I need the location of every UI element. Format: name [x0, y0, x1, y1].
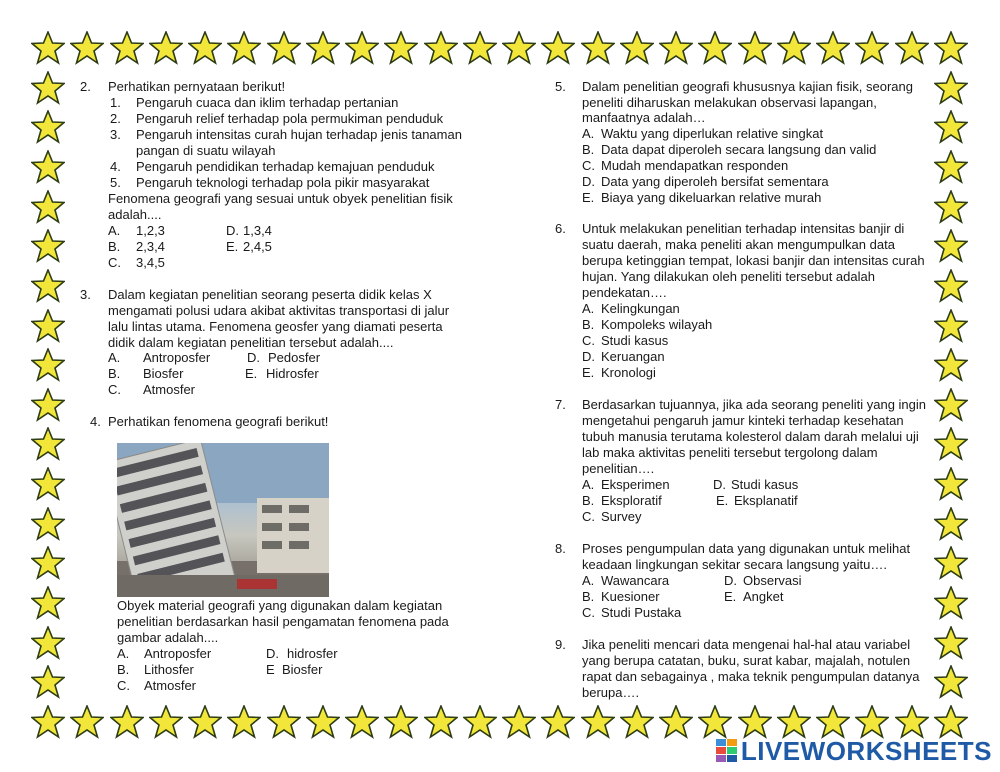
question-line: penelitian….: [582, 461, 655, 476]
question-line: yang berupa catatan, buku, surat kabar, majalah, notulen: [582, 653, 911, 668]
star-icon: [31, 150, 65, 184]
star-icon: [934, 507, 968, 541]
question-line: Untuk melakukan penelitian terhadap intensitas banjir di: [582, 221, 905, 236]
star-icon: [698, 31, 732, 65]
star-icon: [306, 31, 340, 65]
option-text: Studi Pustaka: [601, 605, 682, 620]
option-letter: B.: [117, 662, 130, 677]
option-letter: E.: [716, 493, 729, 508]
option-letter: D.: [266, 646, 279, 661]
star-icon: [306, 705, 340, 739]
option-letter: B.: [582, 317, 595, 332]
option-letter: E.: [226, 239, 239, 254]
option-text: Mudah mendapatkan responden: [601, 158, 789, 173]
question-number: 2.: [80, 79, 91, 94]
question-line: Berdasarkan tujuannya, jika ada seorang peneliti yang ingin: [582, 397, 927, 412]
star-icon: [698, 705, 732, 739]
option-letter: C.: [108, 255, 121, 270]
question-line: lalu lintas utama. Fenomena geosfer yang diamati peserta: [108, 319, 443, 334]
option-text: Data yang diperoleh bersifat sementara: [601, 174, 829, 189]
option-text: Kelingkungan: [601, 301, 680, 316]
question-line: mengamati polusi udara akibat aktivitas transportasi di jalur: [108, 303, 450, 318]
option-letter: D.: [713, 477, 726, 492]
star-icon: [31, 546, 65, 580]
option-text: Eksplanatif: [734, 493, 798, 508]
statement-text: Pengaruh teknologi terhadap pola pikir masyarakat: [136, 175, 430, 190]
question-stem: Perhatikan fenomena geografi berikut!: [108, 414, 329, 429]
star-icon: [934, 190, 968, 224]
star-icon: [31, 427, 65, 461]
option-text: 2,3,4: [136, 239, 165, 254]
option-text: Angket: [743, 589, 784, 604]
question-line: Dalam kegiatan penelitian seorang peserta didik kelas X: [108, 287, 432, 302]
option-letter: E.: [582, 365, 595, 380]
star-icon: [777, 31, 811, 65]
star-icon: [934, 110, 968, 144]
option-letter: A.: [582, 573, 595, 588]
option-text: Kuesioner: [601, 589, 660, 604]
option-letter: C.: [582, 333, 595, 348]
option-letter: B.: [582, 589, 595, 604]
star-icon: [816, 31, 850, 65]
star-icon: [31, 190, 65, 224]
star-icon: [31, 467, 65, 501]
star-icon: [267, 705, 301, 739]
question-number: 7.: [555, 397, 566, 412]
option-letter: C.: [117, 678, 130, 693]
star-icon: [31, 507, 65, 541]
star-icon: [934, 309, 968, 343]
star-icon: [31, 626, 65, 660]
option-letter: C.: [108, 382, 121, 397]
star-icon: [581, 31, 615, 65]
star-icon: [855, 705, 889, 739]
option-text: Keruangan: [601, 349, 665, 364]
star-icon: [934, 150, 968, 184]
star-icon: [149, 705, 183, 739]
question-line: manfaatnya adalah…: [582, 110, 706, 125]
question-number: 5.: [555, 79, 566, 94]
star-icon: [384, 31, 418, 65]
star-icon: [31, 586, 65, 620]
option-text: Lithosfer: [144, 662, 194, 677]
option-text: Pedosfer: [268, 350, 321, 365]
star-icon: [541, 31, 575, 65]
star-icon: [934, 31, 968, 65]
star-icon: [895, 705, 929, 739]
star-icon: [31, 309, 65, 343]
star-icon: [934, 467, 968, 501]
star-icon: [934, 665, 968, 699]
option-text: Antroposfer: [144, 646, 212, 661]
option-text: Survey: [601, 509, 642, 524]
option-text: Studi kasus: [731, 477, 799, 492]
star-icon: [816, 705, 850, 739]
tilted-building-photo: [117, 443, 329, 597]
option-text: Eksploratif: [601, 493, 662, 508]
question-line: suatu daerah, maka peneliti akan mengumpulkan data: [582, 237, 895, 252]
star-icon: [31, 665, 65, 699]
option-letter: A.: [582, 301, 595, 316]
star-icon: [738, 31, 772, 65]
star-icon: [31, 110, 65, 144]
star-icon: [149, 31, 183, 65]
option-text: Eksperimen: [601, 477, 670, 492]
statement-number: 3.: [110, 127, 121, 142]
star-icon: [541, 705, 575, 739]
star-icon: [659, 31, 693, 65]
question-line: Dalam penelitian geografi khususnya kajian fisik, seorang: [582, 79, 913, 94]
question-line: lab maka aktivitas peneliti tersebut tergolong dalam: [582, 445, 878, 460]
question-line: keadaan lingkungan sekitar secara langsung yaitu….: [582, 557, 887, 572]
option-letter: E.: [582, 190, 595, 205]
option-letter: E.: [724, 589, 737, 604]
question-number: 4.: [90, 414, 101, 429]
star-icon: [110, 31, 144, 65]
star-icon: [31, 388, 65, 422]
liveworksheets-logo[interactable]: [715, 736, 992, 766]
statement-number: 4.: [110, 159, 121, 174]
star-icon: [502, 705, 536, 739]
star-icon: [738, 705, 772, 739]
option-text: Biosfer: [282, 662, 323, 677]
option-letter: C.: [582, 509, 595, 524]
option-text: Studi kasus: [601, 333, 669, 348]
option-text: Kompoleks wilayah: [601, 317, 713, 332]
star-icon: [934, 705, 968, 739]
star-icon: [384, 705, 418, 739]
option-letter: D.: [724, 573, 737, 588]
option-text: Biosfer: [143, 366, 184, 381]
star-icon: [934, 229, 968, 263]
star-icon: [934, 269, 968, 303]
question-line: gambar adalah....: [117, 630, 219, 645]
star-icon: [934, 348, 968, 382]
option-text: Biaya yang dikeluarkan relative murah: [601, 190, 822, 205]
statement-text: Pengaruh intensitas curah hujan terhadap jenis tanaman: [136, 127, 462, 142]
star-icon: [188, 705, 222, 739]
star-icon: [855, 31, 889, 65]
star-icon: [31, 705, 65, 739]
star-icon: [934, 546, 968, 580]
star-icon: [659, 705, 693, 739]
star-icon: [502, 31, 536, 65]
question-line: Proses pengumpulan data yang digunakan untuk melihat: [582, 541, 911, 556]
question-line: berupa….: [582, 685, 640, 700]
option-letter: D.: [226, 223, 239, 238]
star-icon: [345, 705, 379, 739]
star-icon: [31, 71, 65, 105]
option-text: Antroposfer: [143, 350, 211, 365]
option-letter: A.: [108, 223, 121, 238]
question-number: 9.: [555, 637, 566, 652]
question-line: hujan. Yang dilakukan oleh peneliti tersebut adalah: [582, 269, 875, 284]
option-text: Data dapat diperoleh secara langsung dan valid: [601, 142, 877, 157]
star-icon: [31, 269, 65, 303]
statement-text: pangan di suatu wilayah: [136, 143, 276, 158]
question-number: 6.: [555, 221, 566, 236]
option-letter: A.: [108, 350, 121, 365]
star-icon: [424, 31, 458, 65]
statement-number: 2.: [110, 111, 121, 126]
option-letter: A.: [117, 646, 130, 661]
star-icon: [934, 626, 968, 660]
star-icon: [31, 31, 65, 65]
star-icon: [895, 31, 929, 65]
star-icon: [70, 705, 104, 739]
option-text: Wawancara: [601, 573, 670, 588]
option-text: 1,2,3: [136, 223, 165, 238]
question-line: rapat dan sebagainya , maka teknik pengumpulan datanya: [582, 669, 920, 684]
option-letter: E: [266, 662, 275, 677]
star-icon: [934, 586, 968, 620]
option-letter: D.: [247, 350, 260, 365]
question-line: pendekatan….: [582, 285, 667, 300]
star-icon: [777, 705, 811, 739]
question-number: 3.: [80, 287, 91, 302]
question-line: Jika peneliti mencari data mengenai hal-hal atau variabel: [582, 637, 911, 652]
question-stem: Perhatikan pernyataan berikut!: [108, 79, 286, 94]
star-icon: [581, 705, 615, 739]
option-letter: B.: [108, 239, 121, 254]
option-text: 1,3,4: [243, 223, 272, 238]
option-text: 3,4,5: [136, 255, 165, 270]
option-letter: B.: [582, 142, 595, 157]
star-icon: [463, 705, 497, 739]
star-icon: [934, 427, 968, 461]
star-icon: [70, 31, 104, 65]
star-icon: [227, 705, 261, 739]
liveworksheets-logo-icon: [715, 738, 739, 764]
option-letter: A.: [582, 477, 595, 492]
statement-number: 5.: [110, 175, 121, 190]
option-text: Atmosfer: [144, 678, 197, 693]
star-icon: [620, 31, 654, 65]
question-line: peneliti diharuskan melakukan observasi lapangan,: [582, 95, 877, 110]
option-letter: D.: [582, 174, 595, 189]
star-icon: [934, 388, 968, 422]
star-icon: [463, 31, 497, 65]
option-text: Kronologi: [601, 365, 656, 380]
question-line: tubuh manusia terutama kolesterol dalam darah melalui uji: [582, 429, 919, 444]
option-text: Hidrosfer: [266, 366, 319, 381]
star-icon: [345, 31, 379, 65]
option-letter: A.: [582, 126, 595, 141]
option-text: 2,4,5: [243, 239, 272, 254]
star-icon: [31, 348, 65, 382]
question-line: didik dalam kegiatan penelitian tersebut adalah....: [108, 335, 394, 350]
question-line: Obyek material geografi yang digunakan dalam kegiatan: [117, 598, 443, 613]
star-icon: [424, 705, 458, 739]
option-letter: C.: [582, 158, 595, 173]
option-letter: D.: [582, 349, 595, 364]
question-line: berupa ketinggian tempat, lokasi banjir dan intensitas curah: [582, 253, 925, 268]
statement-text: Pengaruh relief terhadap pola permukiman penduduk: [136, 111, 444, 126]
statement-text: Pengaruh pendidikan terhadap kemajuan penduduk: [136, 159, 435, 174]
statement-number: 1.: [110, 95, 121, 110]
star-icon: [620, 705, 654, 739]
star-icon: [188, 31, 222, 65]
option-letter: C.: [582, 605, 595, 620]
logo-text: LIVEWORKSHEETS: [740, 735, 992, 766]
star-icon: [110, 705, 144, 739]
star-icon: [31, 229, 65, 263]
star-icon: [267, 31, 301, 65]
option-letter: B.: [108, 366, 121, 381]
question-number: 8.: [555, 541, 566, 556]
question-prompt: Fenomena geografi yang sesuai untuk obyek penelitian fisik: [108, 191, 453, 206]
question-line: penelitian berdasarkan hasil pengamatan fenomena pada: [117, 614, 449, 629]
star-icon: [934, 71, 968, 105]
option-text: Waktu yang diperlukan relative singkat: [601, 126, 824, 141]
option-letter: B.: [582, 493, 595, 508]
option-text: Atmosfer: [143, 382, 196, 397]
question-line: mengetahui pengaruh jamur kinteki terhadap kesehatan: [582, 413, 904, 428]
option-text: Observasi: [743, 573, 802, 588]
option-text: hidrosfer: [287, 646, 338, 661]
statement-text: Pengaruh cuaca dan iklim terhadap pertanian: [136, 95, 399, 110]
option-letter: E.: [245, 366, 258, 381]
question-prompt: adalah....: [108, 207, 162, 222]
star-icon: [227, 31, 261, 65]
